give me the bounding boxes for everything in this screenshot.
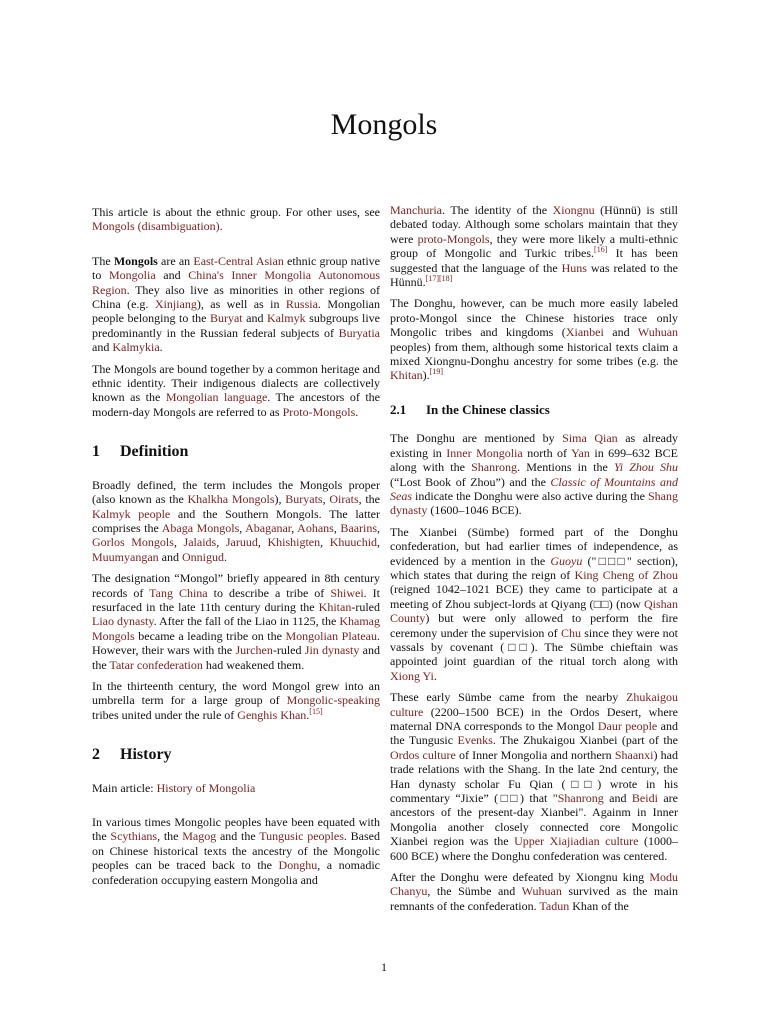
link-onnigud[interactable]: Onnigud [181, 549, 224, 564]
link-khalkha-mongols[interactable]: Khalkha Mongols [187, 492, 275, 507]
link-genghis-khan[interactable]: Genghis Khan [237, 707, 307, 722]
link-magog[interactable]: Magog [182, 829, 217, 844]
link-shanrong-2[interactable]: Shanrong [557, 791, 604, 806]
link-upper-xiajiadian-culture[interactable]: Upper Xiajiadian culture [514, 834, 639, 849]
link-mongolian-language[interactable]: Mongolian language [165, 390, 268, 405]
text: and [158, 549, 182, 564]
link-proto-mongols[interactable]: Proto-Mongols [282, 404, 356, 419]
link-abaga-mongols[interactable]: Abaga Mongols [161, 520, 240, 535]
link-qishan-county[interactable]: Qishan County [390, 596, 678, 626]
citation-17-18[interactable]: [17][18] [425, 274, 453, 284]
text: . [355, 404, 359, 419]
text: . The identity of the [441, 203, 553, 217]
link-history-of-mongolia[interactable]: History of Mongolia [156, 780, 256, 795]
link-xinjiang[interactable]: Xinjiang [154, 297, 197, 312]
link-jurchen[interactable]: Jurchen [235, 643, 273, 658]
text: (“Lost Book of Zhou”) and the [390, 474, 551, 489]
link-daur-people[interactable]: Daur people [597, 719, 658, 733]
text: and the Southern Mongols. The latter comprises the [92, 506, 380, 535]
right-paragraph-1 [390, 203, 678, 289]
citation-16[interactable]: [16] [594, 245, 608, 255]
link-russia[interactable]: Russia [285, 297, 318, 312]
section-title: History [120, 746, 172, 764]
text: subgroups live predominantly in the Russian federal subjects of [92, 311, 380, 340]
text: (1000–600 BCE) where the Donghu confederation was centered. [390, 834, 678, 863]
text: and [603, 791, 632, 806]
text: and [155, 268, 189, 283]
text: ethnic group native to [92, 253, 381, 283]
text: Khan of the [569, 898, 629, 913]
text: . Mongolian people belonging to the [92, 297, 380, 326]
text: . After the fall of the Liao in 1125, the [153, 614, 340, 629]
text: -ruled [351, 599, 380, 614]
link-buryats[interactable]: Buryats [285, 492, 323, 507]
text: The [92, 253, 114, 268]
text: in 699–632 BCE along with the [390, 445, 679, 475]
main-article-note [92, 781, 380, 795]
text: ("□□□" section), which states that during the reign of [390, 553, 678, 582]
link-east-central-asian[interactable]: East-Central Asian [193, 253, 284, 268]
text: . Mentions in the [517, 460, 614, 475]
text: . It resurfaced in the late 11th century during the [92, 585, 381, 614]
link-sima-qian[interactable]: Sima Qian [562, 431, 618, 446]
section-title: Definition [120, 443, 189, 461]
text: Main article: [92, 780, 157, 795]
hatnote-end: . [219, 219, 223, 234]
link-khitan[interactable]: Khitan [318, 599, 352, 614]
link-mongolic-speaking[interactable]: Mongolic-speaking [286, 693, 380, 708]
link-proto-mongols-2[interactable]: proto-Mongols [417, 231, 490, 246]
link-khitan-2[interactable]: Khitan [390, 368, 423, 383]
citation-19[interactable]: [19] [429, 367, 443, 377]
definition-paragraph-1 [92, 478, 380, 564]
text: was related to the Hünnü. [390, 260, 678, 290]
text: , the [358, 492, 381, 507]
history-paragraph-1 [92, 815, 380, 887]
link-inner-mongolia-2[interactable]: Inner Mongolia [446, 445, 523, 460]
link-yan[interactable]: Yan [571, 445, 590, 460]
text: , [320, 535, 330, 550]
page-number: 1 [381, 960, 387, 974]
citation-15[interactable]: [15] [309, 706, 323, 716]
text: tribes united under the rule of [92, 707, 238, 722]
text: since they were not vassals by covenant (□□). The Sümbe chieftain was appointed joint guardian of the ritual torch along with [390, 625, 678, 669]
text: The Xianbei (Sümbe) formed part of the Donghu confederation, but had earlier times of independence, as evidenced by a mention in the [390, 524, 678, 568]
link-wuhuan-2[interactable]: Wuhuan [521, 884, 562, 899]
text: of Inner Mongolia and northern [455, 747, 615, 762]
link-classic-of-mountains-and-seas[interactable]: Classic of Mountains and Seas [390, 474, 678, 503]
link-khamag-mongols[interactable]: Khamag Mongols [92, 614, 380, 643]
text: , [173, 535, 184, 550]
text: After the Donghu were defeated by Xiongnu king [390, 870, 650, 885]
link-gorlos-mongols[interactable]: Gorlos Mongols [92, 535, 174, 550]
text: and the Tungusic [390, 719, 678, 748]
section-heading-definition [92, 445, 380, 459]
link-kalmyk-people[interactable]: Kalmyk people [92, 506, 171, 521]
text: and [92, 340, 113, 355]
link-buryat[interactable]: Buryat [209, 311, 243, 326]
text: survived as the main remnants of the confederation. [390, 884, 678, 913]
link-modu-chanyu[interactable]: Modu Chanyu [390, 870, 678, 899]
link-zhukaigou-culture[interactable]: Zhukaigou culture [390, 690, 678, 719]
text: (1600–1046 BCE). [427, 503, 522, 518]
text: and the [216, 829, 260, 844]
link-inner-mongolia[interactable]: China's Inner Mongolia Autonomous Region [92, 268, 381, 297]
text: (2200–1500 BCE) in the Ordos Desert, where maternal DNA corresponds to the Mongol [390, 704, 678, 733]
hatnote-text: This article is about the ethnic group. For other uses, see [92, 205, 380, 219]
text: are ancestors of the present-day Xianbei". Againm in Inner Mongolia another closely connected core Mongolic Xianbei region was the [390, 791, 679, 849]
text: (reigned 1042–1021 BCE) they came to participate at a meeting of Zhou subject-lords at Qiyang (□□) (now [390, 582, 678, 611]
text: . Based on Chinese historical texts the ancestry of the Mongolic peoples can be traced back to the [92, 829, 380, 873]
link-jaruud[interactable]: Jaruud [225, 535, 258, 550]
text: . [223, 549, 227, 564]
text: , a nomadic confederation occupying eastern Mongolia and [92, 858, 380, 887]
text: , [377, 535, 381, 550]
section-heading-history [92, 748, 380, 762]
right-paragraph-5 [390, 690, 678, 863]
link-shanrong[interactable]: Shanrong [471, 460, 518, 475]
text: (Hünnü) is still debated today. Although some scholars maintain that they were [390, 203, 678, 246]
text: , [216, 535, 226, 550]
link-mongolian-plateau[interactable]: Mongolian Plateau [285, 628, 378, 643]
subsection-heading-chinese-classics [390, 403, 678, 417]
link-king-cheng-of-zhou[interactable]: King Cheng of Zhou [574, 567, 679, 582]
text: peoples) from them, although some historical texts claim a mixed Xiongnu-Donghu ancestry for some tribes (e.g. the [390, 339, 678, 369]
link-wuhuan[interactable]: Wuhuan [637, 325, 679, 340]
link-chu[interactable]: Chu [560, 625, 581, 640]
text: , the Sümbe and [427, 884, 522, 899]
subsection-title: In the Chinese classics [426, 401, 550, 417]
link-evenks[interactable]: Evenks [457, 733, 493, 748]
link-donghu[interactable]: Donghu [278, 858, 318, 873]
link-khuuchid[interactable]: Khuuchid [329, 535, 378, 550]
link-kalmykia[interactable]: Kalmykia [112, 340, 160, 355]
text: The Donghu, however, can be much more easily labeled proto-Mongol since the Chinese histories trace only Mongolic tribes and kingdoms ( [390, 296, 678, 340]
link-mongolia[interactable]: Mongolia [108, 268, 156, 283]
text: are an [157, 253, 194, 268]
text: and the [92, 643, 380, 672]
page-title: Mongols [330, 108, 438, 141]
link-disambiguation[interactable]: Mongols (disambiguation) [92, 219, 220, 234]
link-muumyangan[interactable]: Muumyangan [92, 549, 159, 564]
text: -ruled [272, 643, 305, 658]
link-ordos-culture[interactable]: Ordos culture [390, 747, 456, 762]
text: . However, their wars with the [92, 628, 381, 658]
right-paragraph-2 [390, 296, 678, 382]
left-column [92, 205, 380, 894]
link-tadun[interactable]: Tadun [539, 898, 570, 913]
text: , [333, 520, 341, 535]
text: , [377, 520, 381, 535]
text: These early Sümbe came from the nearby [390, 690, 626, 705]
link-yi-zhou-shu[interactable]: Yi Zhou Shu [613, 460, 678, 475]
text: It has been suggested that the language of the [390, 246, 678, 275]
text: . The Zhukaigou Xianbei (part of the [492, 733, 678, 748]
link-buryatia[interactable]: Buryatia [338, 325, 380, 340]
text: , [239, 520, 246, 535]
link-liao-dynasty[interactable]: Liao dynasty [92, 614, 154, 629]
text: as already existing in [390, 431, 679, 460]
text: . [159, 340, 163, 355]
text: to describe a tribe of [207, 585, 331, 600]
link-tang-china[interactable]: Tang China [149, 585, 208, 600]
text: ), [274, 492, 286, 507]
link-shang-dynasty[interactable]: Shang dynasty [390, 488, 678, 518]
section-number: 1 [92, 443, 100, 461]
text: ). [422, 368, 430, 383]
text: ) but were only allowed to perform the fire ceremony under the supervision of [390, 611, 678, 640]
link-scythians[interactable]: Scythians [110, 829, 158, 844]
intro-paragraph-2 [92, 362, 380, 420]
subsection-number: 2.1 [390, 401, 407, 417]
right-paragraph-4 [390, 525, 678, 683]
text: north of [522, 445, 572, 460]
text: became a leading tribe on the [134, 628, 286, 643]
text: , they were more likely a multi-ethnic group of Mongolic and Turkic tribes. [390, 231, 678, 261]
definition-paragraph-2 [92, 571, 380, 672]
text: . The ancestors of the modern-day Mongols are referred to as [92, 390, 380, 419]
link-aohans[interactable]: Aohans [297, 520, 334, 535]
bold-term: Mongols [113, 253, 158, 268]
link-xianbei[interactable]: Xianbei [565, 325, 604, 340]
link-abaganar[interactable]: Abaganar [245, 520, 292, 535]
text: had weakened them. [202, 657, 305, 672]
link-guoyu[interactable]: Guoyu [550, 553, 583, 568]
text: The Mongols are bound together by a common heritage and ethnic identity. Their indigenous dialects are collectively known as the [92, 361, 380, 405]
right-paragraph-3 [390, 431, 678, 517]
right-paragraph-6 [390, 870, 678, 913]
link-kalmyk[interactable]: Kalmyk [266, 311, 306, 326]
text: ) had trade relations with the Shang. In the late 2nd century, the Han dynasty scholar Fu Qian (□□) wrote in his commentary “Jixie” (□□) that " [390, 747, 678, 806]
link-beidi[interactable]: Beidi [631, 791, 658, 806]
link-tatar-confederation[interactable]: Tatar confederation [109, 657, 203, 672]
text: In various times Mongolic peoples have been equated with the [92, 815, 380, 844]
text: and [603, 325, 638, 340]
right-column [390, 203, 678, 920]
text: , [291, 520, 298, 535]
link-shaanxi[interactable]: Shaanxi [614, 747, 654, 762]
link-shiwei[interactable]: Shiwei [330, 585, 364, 600]
link-jalaids[interactable]: Jalaids [183, 535, 217, 550]
link-jin-dynasty[interactable]: Jin dynasty [304, 643, 360, 658]
link-khishigten[interactable]: Khishigten [267, 535, 321, 550]
text: Broadly defined, the term includes the Mongols proper (also known as the [92, 477, 380, 507]
text: . [306, 707, 310, 722]
text: , the [157, 829, 183, 844]
link-oirats[interactable]: Oirats [329, 492, 359, 507]
text: The Donghu are mentioned by [390, 431, 563, 446]
text: ), as well as in [196, 297, 286, 312]
hatnote [92, 205, 380, 234]
text: . They also live as minorities in other regions of China (e.g. [92, 282, 380, 312]
intro-paragraph-1 [92, 254, 380, 355]
text: indicate the Donghu were also active during the [412, 488, 648, 503]
text: The designation “Mongol” briefly appeared in 8th century records of [92, 571, 380, 600]
link-manchuria[interactable]: Manchuria [390, 203, 442, 217]
link-xiongnu[interactable]: Xiongnu [552, 203, 595, 217]
text: In the thirteenth century, the word Mongol grew into an umbrella term for a large group of [92, 678, 380, 708]
link-baarins[interactable]: Baarins [340, 520, 378, 535]
link-xiong-yi[interactable]: Xiong Yi [390, 668, 434, 683]
text: , [322, 492, 330, 507]
link-huns[interactable]: Huns [561, 260, 587, 275]
definition-paragraph-3 [92, 679, 380, 722]
text: , [257, 535, 268, 550]
link-tungusic-peoples[interactable]: Tungusic peoples [259, 829, 344, 844]
text: . [433, 668, 437, 683]
text: and [242, 311, 267, 326]
section-number: 2 [92, 746, 100, 764]
